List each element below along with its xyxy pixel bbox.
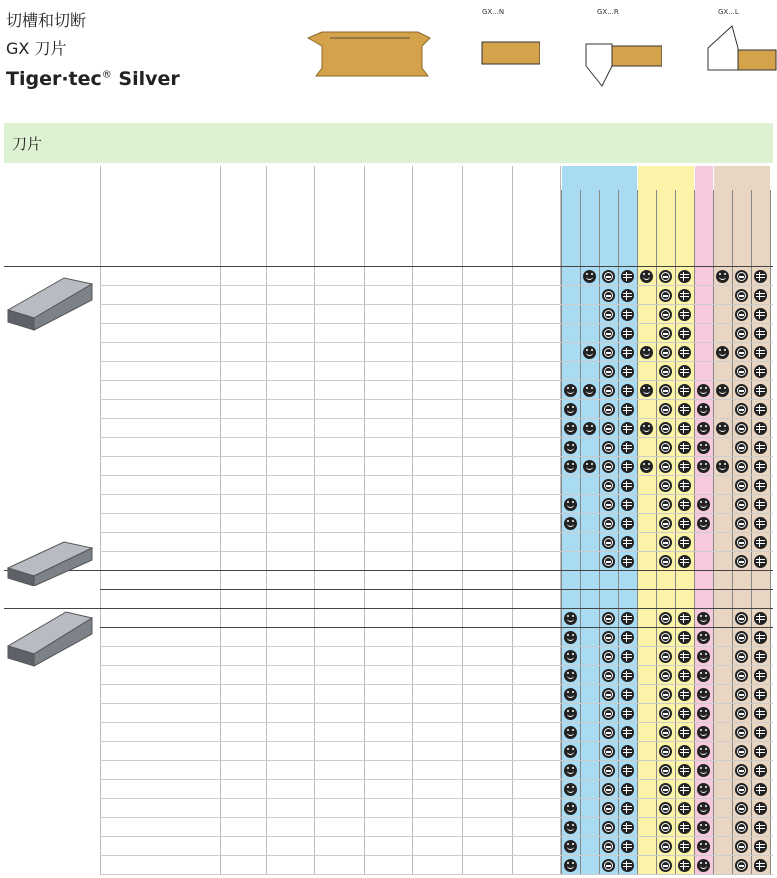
grade-suitable-icon	[659, 327, 672, 340]
grade-suitable-icon	[735, 688, 748, 701]
grade-suitable-icon	[659, 479, 672, 492]
grade-alternative-icon	[678, 726, 691, 739]
grade-suitable-icon	[735, 669, 748, 682]
grade-alternative-icon	[678, 669, 691, 682]
grade-first-choice-icon	[564, 783, 577, 796]
grade-first-choice-icon	[640, 346, 653, 359]
grade-first-choice-icon	[697, 802, 710, 815]
grade-suitable-icon	[602, 726, 615, 739]
row-rule	[100, 874, 773, 875]
grade-alternative-icon	[621, 441, 634, 454]
grade-suitable-icon	[659, 289, 672, 302]
grade-alternative-icon	[621, 612, 634, 625]
grade-alternative-icon	[754, 783, 767, 796]
grade-alternative-icon	[678, 840, 691, 853]
grade-first-choice-icon	[716, 460, 729, 473]
grade-suitable-icon	[602, 859, 615, 872]
grade-suitable-icon	[735, 384, 748, 397]
grade-first-choice-icon	[564, 802, 577, 815]
grade-suitable-icon	[659, 441, 672, 454]
insert-photo-gd3	[4, 606, 94, 668]
grade-first-choice-icon	[564, 669, 577, 682]
grade-first-choice-icon	[583, 460, 596, 473]
grade-alternative-icon	[678, 764, 691, 777]
grade-suitable-icon	[659, 669, 672, 682]
grade-first-choice-icon	[697, 707, 710, 720]
grade-alternative-icon	[754, 460, 767, 473]
grade-suitable-icon	[602, 270, 615, 283]
grade-first-choice-icon	[716, 270, 729, 283]
grade-first-choice-icon	[564, 498, 577, 511]
grade-suitable-icon	[602, 783, 615, 796]
grade-first-choice-icon	[697, 384, 710, 397]
grade-suitable-icon	[659, 517, 672, 530]
row-rule	[100, 798, 773, 799]
grade-alternative-icon	[621, 802, 634, 815]
grade-suitable-icon	[735, 536, 748, 549]
grade-alternative-icon	[754, 612, 767, 625]
grade-suitable-icon	[602, 308, 615, 321]
insert-photo-ce4	[4, 272, 94, 332]
grade-suitable-icon	[602, 555, 615, 568]
grade-alternative-icon	[754, 555, 767, 568]
grade-alternative-icon	[678, 498, 691, 511]
row-rule	[100, 855, 773, 856]
grade-alternative-icon	[621, 270, 634, 283]
grade-alternative-icon	[678, 745, 691, 758]
grade-alternative-icon	[678, 308, 691, 321]
grade-alternative-icon	[754, 479, 767, 492]
grade-first-choice-icon	[697, 840, 710, 853]
grade-alternative-icon	[621, 745, 634, 758]
grade-suitable-icon	[602, 403, 615, 416]
grade-alternative-icon	[621, 422, 634, 435]
grade-first-choice-icon	[564, 460, 577, 473]
grade-suitable-icon	[602, 289, 615, 302]
column-rule	[364, 166, 365, 874]
grade-alternative-icon	[678, 555, 691, 568]
grade-suitable-icon	[735, 840, 748, 853]
grade-alternative-icon	[678, 821, 691, 834]
row-rule	[100, 456, 773, 457]
row-rule	[100, 323, 773, 324]
grade-suitable-icon	[735, 707, 748, 720]
grade-first-choice-icon	[564, 517, 577, 530]
row-rule	[100, 627, 773, 628]
grade-alternative-icon	[754, 365, 767, 378]
grade-suitable-icon	[735, 422, 748, 435]
row-rule	[100, 589, 773, 590]
grade-suitable-icon	[602, 346, 615, 359]
grade-alternative-icon	[678, 631, 691, 644]
grade-suitable-icon	[659, 631, 672, 644]
grade-suitable-icon	[602, 365, 615, 378]
grade-alternative-icon	[621, 308, 634, 321]
grade-suitable-icon	[659, 745, 672, 758]
grade-suitable-icon	[735, 612, 748, 625]
grade-alternative-icon	[754, 669, 767, 682]
row-rule	[100, 551, 773, 552]
grade-suitable-icon	[735, 783, 748, 796]
grade-suitable-icon	[602, 612, 615, 625]
diagram-label-n: GX...N	[482, 8, 505, 16]
row-rule	[100, 532, 773, 533]
grade-alternative-icon	[754, 289, 767, 302]
grade-suitable-icon	[602, 821, 615, 834]
grade-alternative-icon	[754, 802, 767, 815]
grade-first-choice-icon	[564, 859, 577, 872]
grade-alternative-icon	[678, 441, 691, 454]
row-rule	[100, 304, 773, 305]
grade-first-choice-icon	[697, 517, 710, 530]
row-rule	[100, 361, 773, 362]
grade-alternative-icon	[754, 745, 767, 758]
grade-alternative-icon	[678, 688, 691, 701]
grade-alternative-icon	[621, 707, 634, 720]
column-rule	[266, 166, 267, 874]
grade-suitable-icon	[602, 422, 615, 435]
grade-first-choice-icon	[697, 726, 710, 739]
grade-suitable-icon	[659, 707, 672, 720]
grade-suitable-icon	[602, 688, 615, 701]
grade-alternative-icon	[754, 726, 767, 739]
grade-first-choice-icon	[564, 612, 577, 625]
grade-suitable-icon	[659, 612, 672, 625]
grade-suitable-icon	[602, 327, 615, 340]
grade-first-choice-icon	[564, 403, 577, 416]
grade-suitable-icon	[735, 289, 748, 302]
grade-first-choice-icon	[640, 460, 653, 473]
grade-suitable-icon	[602, 802, 615, 815]
grade-alternative-icon	[621, 650, 634, 663]
grade-alternative-icon	[754, 536, 767, 549]
grade-suitable-icon	[735, 764, 748, 777]
row-rule	[100, 760, 773, 761]
grade-suitable-icon	[602, 384, 615, 397]
grade-alternative-icon	[678, 802, 691, 815]
grade-alternative-icon	[754, 688, 767, 701]
row-rule	[100, 380, 773, 381]
insert-photo-ce4-f	[4, 538, 94, 586]
grade-alternative-icon	[678, 650, 691, 663]
grade-suitable-icon	[659, 422, 672, 435]
row-rule	[100, 437, 773, 438]
row-rule	[100, 646, 773, 647]
row-rule	[100, 779, 773, 780]
grade-first-choice-icon	[697, 631, 710, 644]
grade-alternative-icon	[621, 859, 634, 872]
grade-suitable-icon	[659, 498, 672, 511]
grade-alternative-icon	[678, 422, 691, 435]
grade-alternative-icon	[621, 821, 634, 834]
grade-suitable-icon	[735, 650, 748, 663]
brand-title: Tiger·tec® Silver	[6, 68, 180, 90]
row-rule	[100, 513, 773, 514]
grade-alternative-icon	[621, 289, 634, 302]
grade-suitable-icon	[735, 726, 748, 739]
grade-suitable-icon	[659, 555, 672, 568]
grade-alternative-icon	[621, 403, 634, 416]
grade-first-choice-icon	[564, 441, 577, 454]
grade-alternative-icon	[754, 707, 767, 720]
grade-alternative-icon	[754, 422, 767, 435]
grade-first-choice-icon	[564, 840, 577, 853]
grade-suitable-icon	[659, 403, 672, 416]
grade-alternative-icon	[621, 498, 634, 511]
grade-suitable-icon	[602, 498, 615, 511]
grade-alternative-icon	[754, 498, 767, 511]
grade-alternative-icon	[754, 346, 767, 359]
grade-alternative-icon	[621, 669, 634, 682]
section-title: 刀片	[12, 135, 43, 153]
grade-alternative-icon	[621, 783, 634, 796]
grade-first-choice-icon	[564, 726, 577, 739]
row-rule	[100, 836, 773, 837]
column-rule	[512, 166, 513, 874]
grade-alternative-icon	[678, 536, 691, 549]
grade-suitable-icon	[602, 707, 615, 720]
grade-first-choice-icon	[564, 422, 577, 435]
grade-first-choice-icon	[697, 612, 710, 625]
column-rule	[220, 166, 221, 874]
grade-alternative-icon	[678, 289, 691, 302]
grade-alternative-icon	[754, 650, 767, 663]
page-title: 切槽和切断	[6, 11, 87, 30]
grade-suitable-icon	[659, 384, 672, 397]
row-rule	[100, 817, 773, 818]
grade-suitable-icon	[602, 631, 615, 644]
grade-alternative-icon	[621, 631, 634, 644]
grade-first-choice-icon	[564, 631, 577, 644]
grade-suitable-icon	[735, 441, 748, 454]
group-rule	[4, 608, 773, 609]
grade-alternative-icon	[754, 821, 767, 834]
grade-first-choice-icon	[564, 688, 577, 701]
grade-alternative-icon	[754, 517, 767, 530]
grade-first-choice-icon	[583, 270, 596, 283]
grade-alternative-icon	[754, 631, 767, 644]
grade-first-choice-icon	[716, 346, 729, 359]
grade-first-choice-icon	[564, 707, 577, 720]
grade-suitable-icon	[602, 536, 615, 549]
grade-first-choice-icon	[697, 669, 710, 682]
grade-alternative-icon	[678, 384, 691, 397]
grade-first-choice-icon	[640, 270, 653, 283]
grade-suitable-icon	[735, 270, 748, 283]
grade-alternative-icon	[754, 270, 767, 283]
row-rule	[100, 684, 773, 685]
row-rule	[100, 665, 773, 666]
grade-suitable-icon	[735, 403, 748, 416]
grade-alternative-icon	[678, 270, 691, 283]
grade-suitable-icon	[659, 726, 672, 739]
grade-suitable-icon	[659, 688, 672, 701]
column-rule	[314, 166, 315, 874]
grade-alternative-icon	[678, 479, 691, 492]
grade-suitable-icon	[602, 460, 615, 473]
grade-suitable-icon	[735, 479, 748, 492]
grade-alternative-icon	[754, 384, 767, 397]
grade-suitable-icon	[735, 346, 748, 359]
diagram-label-r: GX...R	[597, 8, 619, 16]
grade-suitable-icon	[735, 327, 748, 340]
grade-suitable-icon	[659, 783, 672, 796]
grade-first-choice-icon	[697, 859, 710, 872]
grade-suitable-icon	[659, 859, 672, 872]
grade-suitable-icon	[602, 517, 615, 530]
grade-alternative-icon	[754, 327, 767, 340]
grade-suitable-icon	[735, 821, 748, 834]
grade-alternative-icon	[678, 403, 691, 416]
grade-first-choice-icon	[583, 346, 596, 359]
grade-suitable-icon	[659, 764, 672, 777]
grade-alternative-icon	[621, 479, 634, 492]
grade-suitable-icon	[659, 536, 672, 549]
grade-first-choice-icon	[697, 783, 710, 796]
column-rule	[100, 166, 101, 874]
grade-suitable-icon	[602, 669, 615, 682]
grade-suitable-icon	[735, 745, 748, 758]
grade-first-choice-icon	[640, 422, 653, 435]
grade-suitable-icon	[735, 308, 748, 321]
grade-first-choice-icon	[697, 441, 710, 454]
grade-alternative-icon	[621, 688, 634, 701]
grade-suitable-icon	[659, 346, 672, 359]
row-rule	[100, 741, 773, 742]
grade-suitable-icon	[659, 308, 672, 321]
grade-alternative-icon	[678, 327, 691, 340]
grade-first-choice-icon	[697, 688, 710, 701]
grade-suitable-icon	[659, 802, 672, 815]
grade-first-choice-icon	[583, 384, 596, 397]
grade-first-choice-icon	[697, 422, 710, 435]
grade-first-choice-icon	[697, 460, 710, 473]
grade-suitable-icon	[659, 840, 672, 853]
group-rule	[4, 570, 773, 571]
grade-first-choice-icon	[716, 384, 729, 397]
grade-first-choice-icon	[716, 422, 729, 435]
grade-first-choice-icon	[564, 764, 577, 777]
grade-alternative-icon	[621, 840, 634, 853]
row-rule	[100, 722, 773, 723]
grade-suitable-icon	[735, 631, 748, 644]
grade-alternative-icon	[754, 308, 767, 321]
grade-alternative-icon	[678, 783, 691, 796]
grade-first-choice-icon	[564, 650, 577, 663]
grade-first-choice-icon	[583, 422, 596, 435]
row-rule	[100, 285, 773, 286]
grade-suitable-icon	[602, 840, 615, 853]
grade-alternative-icon	[754, 859, 767, 872]
grade-suitable-icon	[602, 479, 615, 492]
diagram-label-l: GX...L	[718, 8, 739, 16]
grade-alternative-icon	[678, 460, 691, 473]
grade-first-choice-icon	[564, 745, 577, 758]
grade-alternative-icon	[621, 346, 634, 359]
grade-alternative-icon	[678, 612, 691, 625]
column-rule	[412, 166, 413, 874]
grade-alternative-icon	[621, 460, 634, 473]
grade-alternative-icon	[621, 555, 634, 568]
grade-alternative-icon	[754, 840, 767, 853]
grade-suitable-icon	[735, 365, 748, 378]
grade-suitable-icon	[735, 460, 748, 473]
row-rule	[100, 399, 773, 400]
grade-suitable-icon	[602, 650, 615, 663]
grade-suitable-icon	[602, 441, 615, 454]
grade-alternative-icon	[621, 536, 634, 549]
grade-first-choice-icon	[697, 498, 710, 511]
grade-first-choice-icon	[697, 745, 710, 758]
grade-alternative-icon	[678, 707, 691, 720]
grade-alternative-icon	[621, 365, 634, 378]
grade-suitable-icon	[735, 517, 748, 530]
header-bottom-rule	[4, 266, 773, 267]
grade-suitable-icon	[659, 650, 672, 663]
grade-alternative-icon	[754, 764, 767, 777]
row-rule	[100, 703, 773, 704]
grade-alternative-icon	[678, 859, 691, 872]
grade-alternative-icon	[621, 327, 634, 340]
grade-suitable-icon	[659, 821, 672, 834]
grade-first-choice-icon	[697, 821, 710, 834]
grade-first-choice-icon	[564, 384, 577, 397]
grade-suitable-icon	[735, 859, 748, 872]
grade-alternative-icon	[621, 726, 634, 739]
grade-alternative-icon	[621, 517, 634, 530]
grade-first-choice-icon	[697, 650, 710, 663]
grade-alternative-icon	[621, 764, 634, 777]
grade-suitable-icon	[659, 270, 672, 283]
grade-first-choice-icon	[640, 384, 653, 397]
grade-suitable-icon	[659, 460, 672, 473]
grade-suitable-icon	[735, 555, 748, 568]
row-rule	[100, 418, 773, 419]
grade-alternative-icon	[678, 365, 691, 378]
grade-alternative-icon	[754, 403, 767, 416]
row-rule	[100, 342, 773, 343]
grade-first-choice-icon	[697, 764, 710, 777]
row-rule	[100, 494, 773, 495]
grade-alternative-icon	[754, 441, 767, 454]
grade-suitable-icon	[735, 802, 748, 815]
grade-alternative-icon	[678, 346, 691, 359]
column-rule	[462, 166, 463, 874]
grade-suitable-icon	[602, 745, 615, 758]
grade-first-choice-icon	[697, 403, 710, 416]
grade-alternative-icon	[621, 384, 634, 397]
grade-suitable-icon	[602, 764, 615, 777]
grade-first-choice-icon	[564, 821, 577, 834]
page-subtitle: GX 刀片	[6, 39, 67, 58]
grade-suitable-icon	[735, 498, 748, 511]
row-rule	[100, 475, 773, 476]
grade-suitable-icon	[659, 365, 672, 378]
grade-alternative-icon	[678, 517, 691, 530]
